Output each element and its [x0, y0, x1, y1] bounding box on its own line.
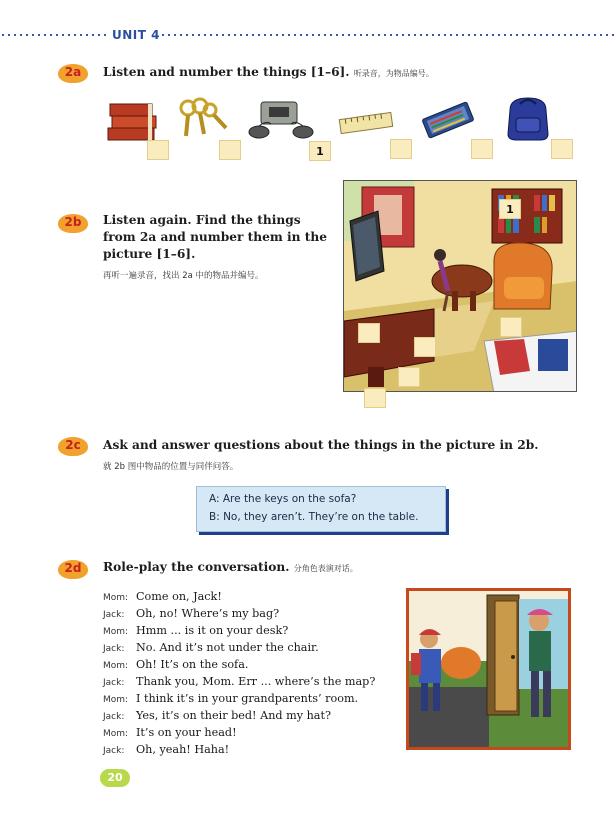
conversation-line: Jack: Oh, yeah! Haha!: [103, 743, 230, 756]
ruler-icon: [338, 110, 394, 134]
badge-2a: [58, 63, 88, 83]
instruction-2b-line-2: from 2a and number them in the: [103, 230, 327, 244]
example-dialog-box: [196, 486, 446, 532]
instruction-2b-cn: 再听一遍录音，找出 2a 中的物品并编号。: [103, 271, 264, 281]
dotted-rule-left: [0, 34, 106, 36]
answer-box-pencil-case[interactable]: [471, 139, 493, 159]
instruction-2a-text: Listen and number the things [1–6].: [103, 65, 350, 79]
instruction-2b-line-1: Listen again. Find the things: [103, 213, 301, 227]
conversation-line: Jack: No. And it’s not under the chair.: [103, 641, 319, 654]
instruction-2c: Ask and answer questions about the things in the picture in 2b.: [103, 438, 539, 452]
scene-answer-box-sofa[interactable]: [500, 317, 522, 337]
room-scene-picture: [343, 180, 577, 392]
dotted-rule-right: [160, 34, 614, 36]
scene-answer-box-floor[interactable]: [398, 367, 420, 387]
instruction-2d-cn: 分角色表演对话。: [293, 564, 358, 573]
backpack-icon: [500, 94, 556, 142]
unit-header: [0, 28, 614, 42]
answer-box-game-console[interactable]: 1: [309, 141, 331, 161]
scene-answer-box-table[interactable]: [358, 323, 380, 343]
instruction-2d: [103, 559, 358, 577]
unit-title: UNIT 4: [112, 28, 160, 42]
keys-icon: [176, 96, 232, 142]
page-number: 20: [100, 769, 130, 787]
dialog-line-b: B: No, they aren’t. They’re on the table.: [209, 511, 419, 523]
instruction-2d-text: Role-play the conversation.: [103, 560, 290, 574]
instruction-2a: [103, 64, 434, 82]
conversation-line: Jack: Thank you, Mom. Err ... where’s the map?: [103, 675, 376, 688]
scene-answer-box-chair[interactable]: [414, 337, 436, 357]
instruction-2b-line-3: picture [1–6].: [103, 247, 196, 261]
conversation-line: Jack: Yes, it’s on their bed! And my hat?: [103, 709, 331, 722]
conversation-line: Mom: Hmm ... is it on your desk?: [103, 624, 289, 637]
conversation-line: Mom: I think it’s in your grandparents’ room.: [103, 692, 359, 705]
scene-answer-box-bookcase[interactable]: 1: [499, 199, 521, 219]
badge-2b: [58, 213, 88, 233]
badge-2a-label: 2a: [64, 65, 82, 79]
conversation-line: Mom: Come on, Jack!: [103, 590, 222, 603]
mom-and-jack-picture: [406, 588, 571, 750]
answer-box-backpack[interactable]: [551, 139, 573, 159]
scene-answer-box-bottom[interactable]: [364, 388, 386, 408]
badge-2d: [58, 559, 88, 579]
badge-2c: [58, 436, 88, 456]
dialog-line-a: A: Are the keys on the sofa?: [209, 493, 357, 505]
conversation-line: Mom: Oh! It’s on the sofa.: [103, 658, 249, 671]
conversation-line: Mom: It’s on your head!: [103, 726, 237, 739]
game-console-icon: [247, 98, 315, 142]
badge-2c-label: 2c: [65, 438, 81, 452]
badge-2b-label: 2b: [64, 215, 82, 229]
answer-box-ruler[interactable]: [390, 139, 412, 159]
instruction-2a-cn: 听录音，为物品编号。: [353, 69, 434, 78]
pencil-case-icon: [420, 98, 476, 142]
answer-box-keys[interactable]: [219, 140, 241, 160]
conversation-line: Jack: Oh, no! Where’s my bag?: [103, 607, 280, 620]
answer-box-books[interactable]: [147, 140, 169, 160]
instruction-2c-cn: 就 2b 图中物品的位置与同伴问答。: [103, 462, 239, 472]
badge-2d-label: 2d: [64, 561, 82, 575]
